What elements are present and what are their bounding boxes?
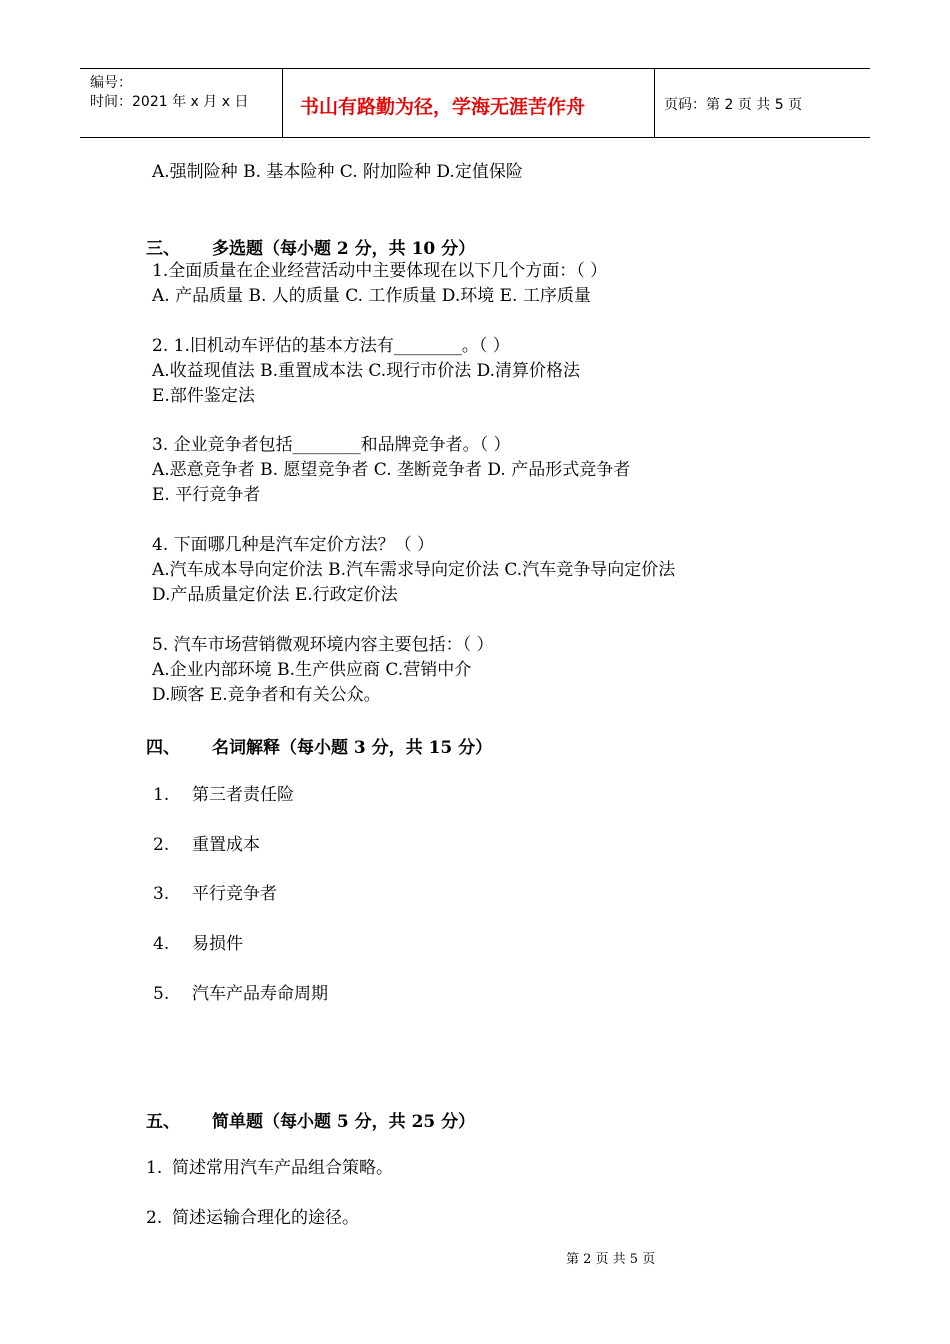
question-number: 1. [146,1158,163,1178]
section-number: 五、 [146,1112,180,1132]
term-text: 重置成本 [192,835,260,855]
page-info: 页码：第 2 页 共 5 页 [664,97,803,113]
number-label: 编号： [90,75,132,91]
term-number: 4. [153,934,170,954]
question-options: A.收益现值法 B.重置成本法 C.现行市价法 D.清算价格法 [152,361,581,381]
term-text: 第三者责任险 [192,785,294,805]
question-stem: 2. 1.旧机动车评估的基本方法有________。（ ） [152,336,510,356]
term-number: 3. [153,884,170,904]
question-options: E.部件鉴定法 [152,386,255,406]
term-text: 平行竞争者 [192,884,277,904]
section-number: 四、 [146,738,180,758]
header-motto: 书山有路勤为径，学海无涯苦作舟 [300,96,586,118]
question-stem: 1.全面质量在企业经营活动中主要体现在以下几个方面：（ ） [152,261,608,281]
question-options: D.顾客 E.竞争者和有关公众。 [152,685,381,705]
question-stem: 5. 汽车市场营销微观环境内容主要包括：（ ） [152,635,494,655]
question-options: A.汽车成本导向定价法 B.汽车需求导向定价法 C.汽车竞争导向定价法 [152,560,676,580]
term-number: 1. [153,785,170,805]
section-title: 名词解释（每小题 3 分，共 15 分） [212,738,493,758]
section-title: 简单题（每小题 5 分，共 25 分） [212,1112,476,1132]
question-options: A. 产品质量 B. 人的质量 C. 工作质量 D.环境 E. 工序质量 [152,286,591,306]
header-divider [282,69,283,137]
question-number: 2. [146,1208,163,1228]
date-label: 时间：2021 年 x 月 x 日 [90,94,249,110]
question-stem: 3. 企业竞争者包括________和品牌竞争者。（ ） [152,435,511,455]
question-options: A.恶意竞争者 B. 愿望竞争者 C. 垄断竞争者 D. 产品形式竞争者 [152,460,631,480]
question-text: 简述运输合理化的途径。 [172,1208,359,1228]
question-options: E. 平行竞争者 [152,485,261,505]
header-divider [654,69,655,137]
question-stem: 4. 下面哪几种是汽车定价方法？（ ） [152,535,435,555]
question-text: 简述常用汽车产品组合策略。 [172,1158,393,1178]
term-number: 2. [153,835,170,855]
carry-over-options: A.强制险种 B. 基本险种 C. 附加险种 D.定值保险 [152,162,523,182]
section-title: 多选题（每小题 2 分，共 10 分） [212,239,476,259]
section-number: 三、 [146,239,180,259]
page-footer: 第 2 页 共 5 页 [566,1252,656,1267]
term-number: 5. [153,984,170,1004]
term-text: 易损件 [192,934,243,954]
question-options: D.产品质量定价法 E.行政定价法 [152,585,398,605]
term-text: 汽车产品寿命周期 [192,984,328,1004]
question-options: A.企业内部环境 B.生产供应商 C.营销中介 [152,660,472,680]
